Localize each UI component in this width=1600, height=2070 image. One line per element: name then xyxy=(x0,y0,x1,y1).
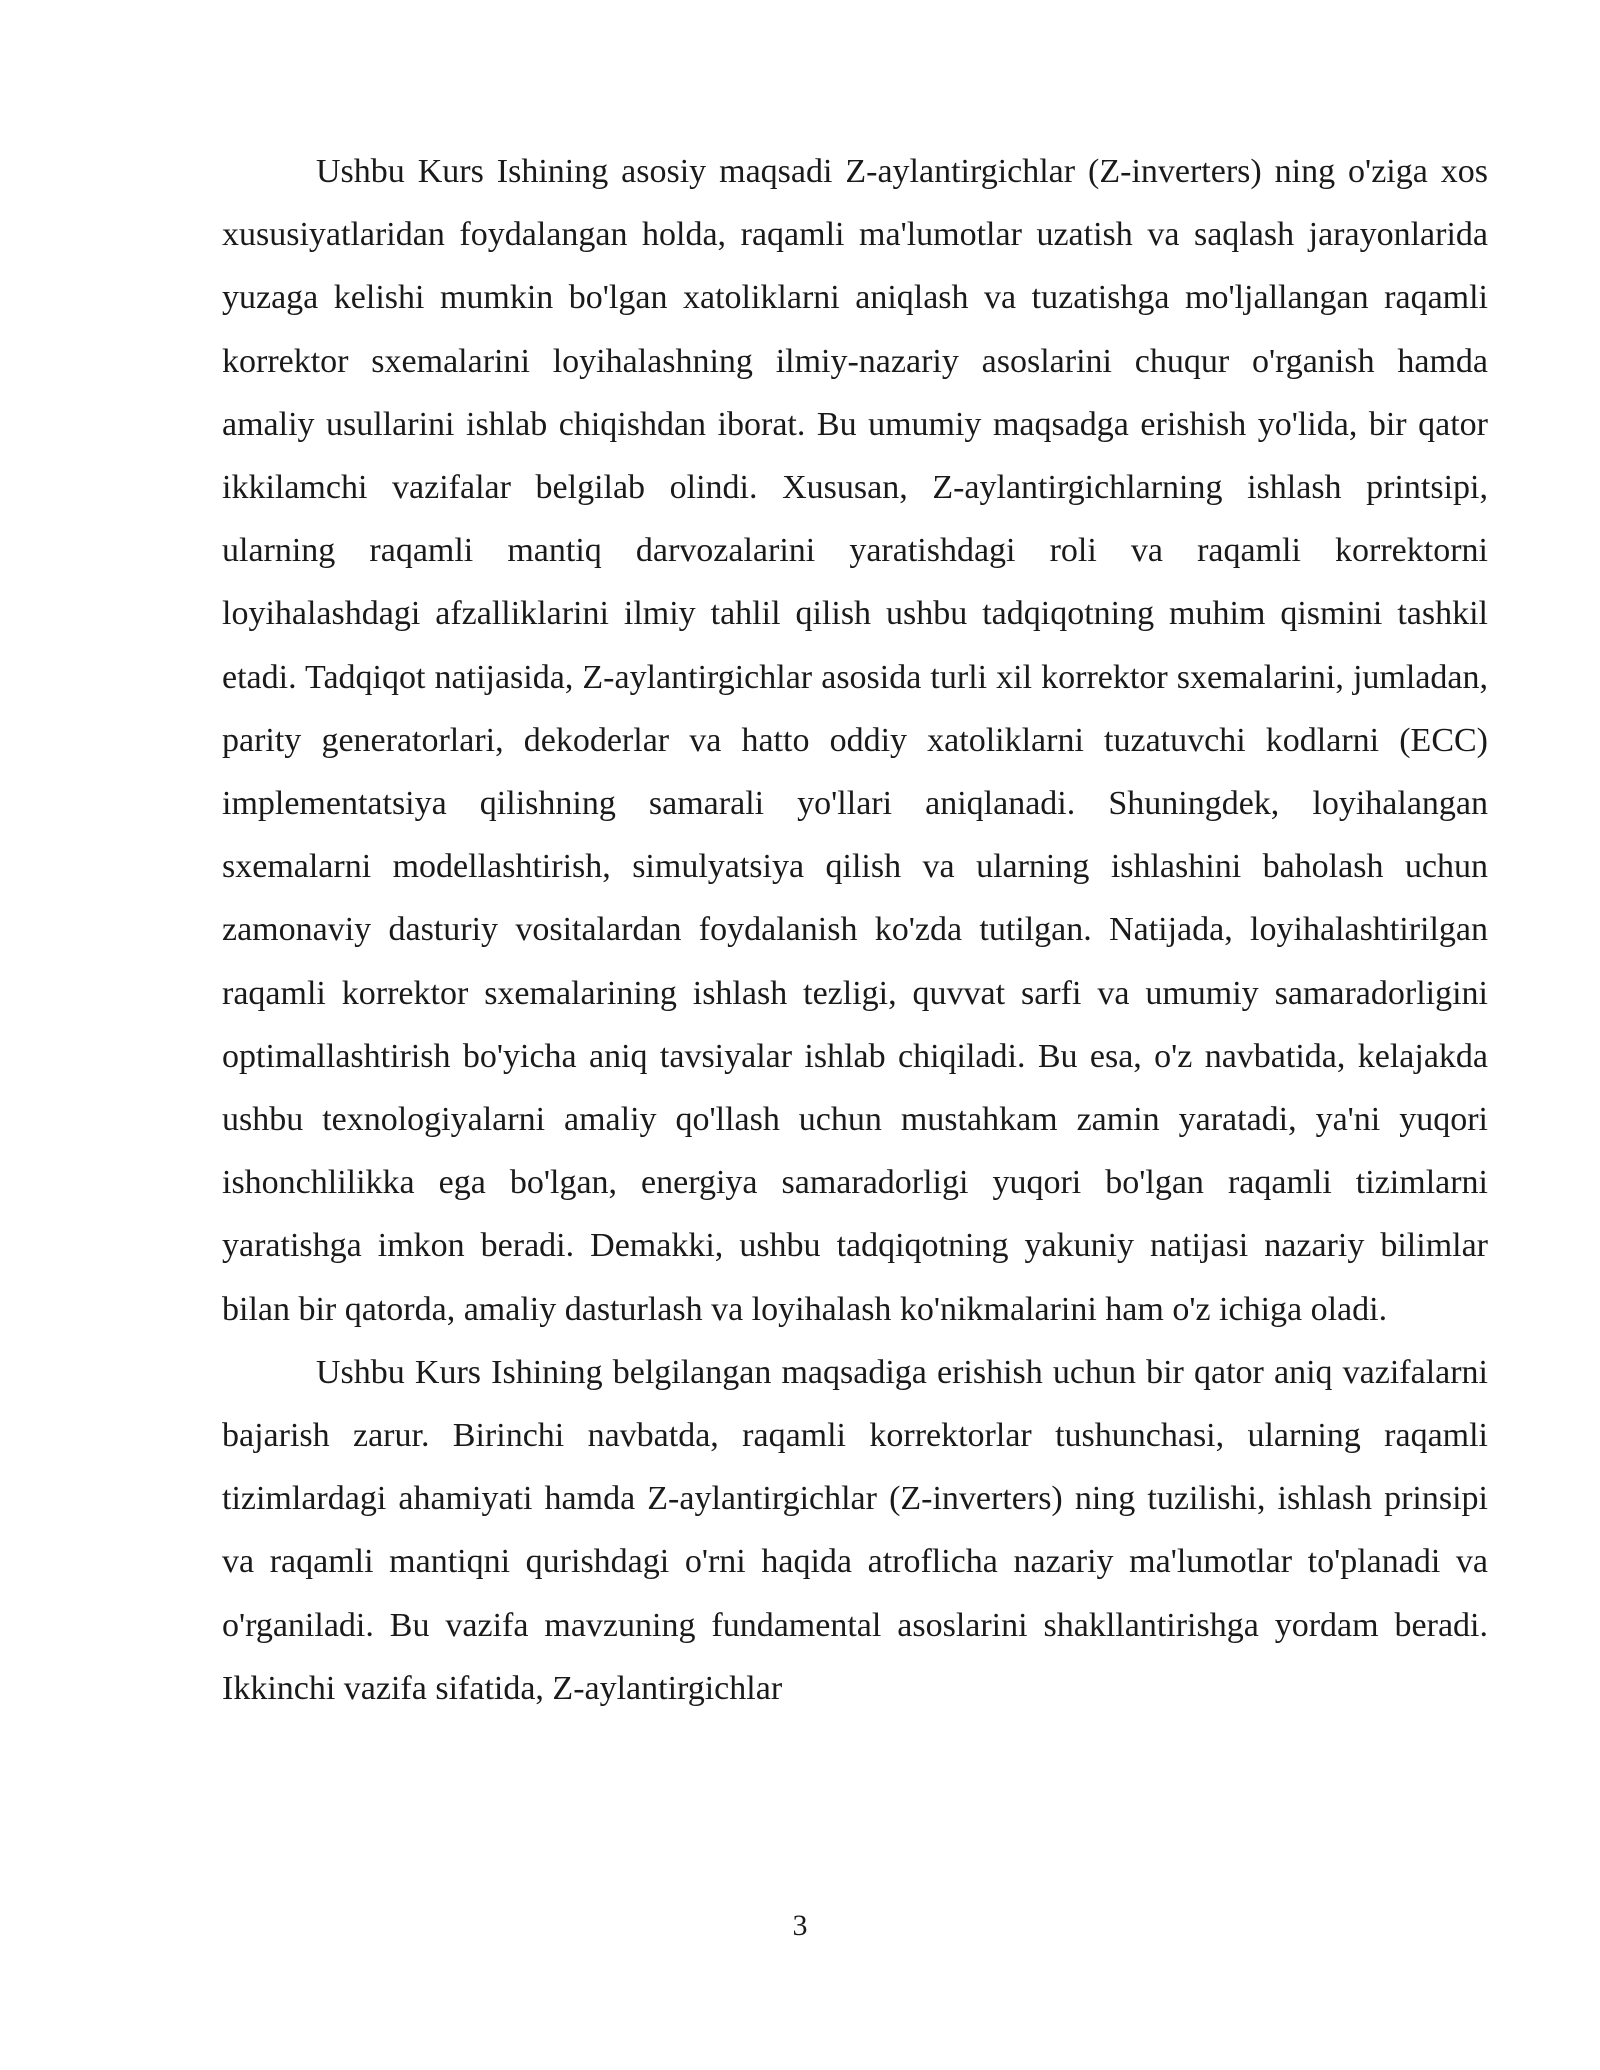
paragraph-2: Ushbu Kurs Ishining belgilangan maqsadiga erishish uchun bir qator aniq vazifalarni bajarish zarur. Birinchi navbatda, raqamli korrektorlar tushunchasi, ularning raqamli tizimlardagi ahamiyati hamda Z-aylantirgichlar (Z-inverters) ning tuzilishi, ishlash prinsipi va raqamli mantiqni qurishdagi o'rni haqida atroflicha nazariy ma'lumotlar to'planadi va o'rganiladi. Bu vazifa mavzuning fundamental asoslarini shakllantirishga yordam beradi. Ikkinchi vazifa sifatida, Z-aylantirgichlar xyxy=(222,1353,1488,1707)
page-number: 3 xyxy=(792,1909,808,1942)
body-text xyxy=(222,140,1488,1720)
paragraph-1: Ushbu Kurs Ishining asosiy maqsadi Z-aylantirgichlar (Z-inverters) ning o'ziga xos xususiyatlaridan foydalangan holda, raqamli ma'lumotlar uzatish va saqlash jarayonlarida yuzaga kelishi mumkin bo'lgan xatoliklarni aniqlash va tuzatishga mo'ljallangan raqamli korrektor sxemalarini loyihalashning ilmiy-nazariy asoslarini chuqur o'rganish hamda amaliy usullarini ishlab chiqishdan iborat. Bu umumiy maqsadga erishish yo'lida, bir qator ikkilamchi vazifalar belgilab olindi. Xususan, Z-aylantirgichlarning ishlash printsipi, ularning raqamli mantiq darvozalarini yaratishdagi roli va raqamli korrektorni loyihalashdagi afzalliklarini ilmiy tahlil qilish ushbu tadqiqotning muhim qismini tashkil etadi. Tadqiqot natijasida, Z-aylantirgichlar asosida turli xil korrektor sxemalarini, jumladan, parity generatorlari, dekoderlar va hatto oddiy xatoliklarni tuzatuvchi kodlarni (ECC) implementatsiya qilishning samarali yo'llari aniqlanadi. Shuningdek, loyihalangan sxemalarni modellashtirish, simulyatsiya qilish va ularning ishlashini baholash uchun zamonaviy dasturiy vositalardan foydalanish ko'zda tutilgan. Natijada, loyihalashtirilgan raqamli korrektor sxemalarining ishlash tezligi, quvvat sarfi va umumiy samaradorligini optimallashtirish bo'yicha aniq tavsiyalar ishlab chiqiladi. Bu esa, o'z navbatida, kelajakda ushbu texnologiyalarni amaliy qo'llash uchun mustahkam zamin yaratadi, ya'ni yuqori ishonchlilikka ega bo'lgan, energiya samaradorligi yuqori bo'lgan raqamli tizimlarni yaratishga imkon beradi. Demakki, ushbu tadqiqotning yakuniy natijasi nazariy bilimlar bilan bir qatorda, amaliy dasturlash va loyihalash ko'nikmalarini ham o'z ichiga oladi. xyxy=(222,153,1488,1328)
